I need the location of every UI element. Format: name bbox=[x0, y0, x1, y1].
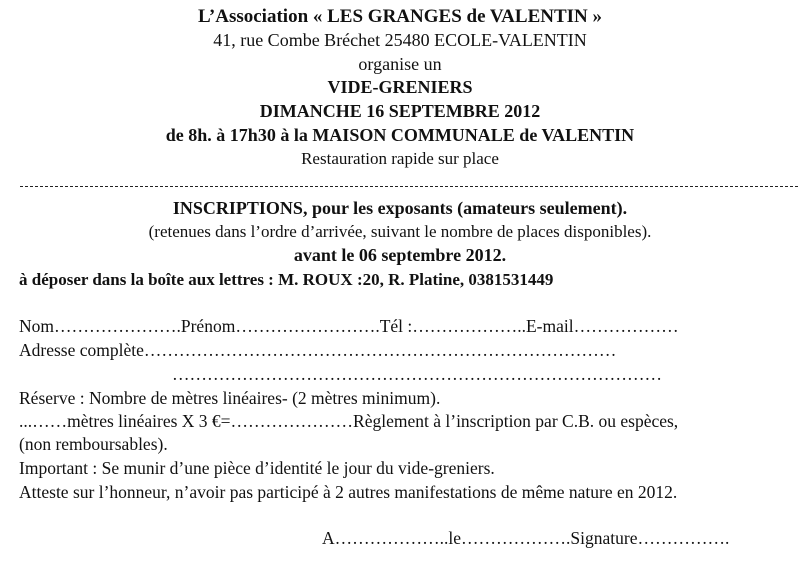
inscriptions-title: INSCRIPTIONS, pour les exposants (amateurs seulement). bbox=[172, 198, 628, 218]
food-note: Restauration rapide sur place bbox=[301, 149, 499, 168]
dashed-divider bbox=[20, 186, 798, 187]
form-important: Important : Se munir d’une pièce d’identité le jour du vide-greniers. bbox=[19, 458, 495, 478]
inscriptions-deadline: avant le 06 septembre 2012. bbox=[293, 245, 507, 265]
form-attest: Atteste sur l’honneur, n’avoir pas participé à 2 autres manifestations de même nature en 2012. bbox=[19, 482, 678, 502]
form-non-refund: (non remboursables). bbox=[19, 434, 168, 454]
event-date: DIMANCHE 16 SEPTEMBRE 2012 bbox=[259, 101, 541, 121]
form-name-line: Nom………………….Prénom…………………….Tél :………………..E-mail……………… bbox=[19, 316, 679, 336]
form-address-line: Adresse complète……………………………………………………………………… bbox=[19, 340, 617, 360]
organise-text: organise un bbox=[358, 54, 442, 74]
association-name: L’Association « LES GRANGES de VALENTIN » bbox=[197, 6, 603, 27]
inscriptions-retained: (retenues dans l’ordre d’arrivée, suivant le nombre de places disponibles). bbox=[148, 222, 652, 241]
form-reserve-line: Réserve : Nombre de mètres linéaires- (2 mètres minimum). bbox=[19, 388, 441, 408]
event-time-place: de 8h. à 17h30 à la MAISON COMMUNALE de VALENTIN bbox=[165, 125, 635, 145]
form-address-line-2: ………………………………………………………………………… bbox=[172, 364, 662, 384]
association-address: 41, rue Combe Bréchet 25480 ECOLE-VALENTIN bbox=[213, 30, 587, 50]
form-signature-line: A………………..le……………….Signature……………. bbox=[322, 528, 730, 548]
event-title: VIDE-GRENIERS bbox=[327, 77, 473, 97]
form-meters-line: ...……mètres linéaires X 3 €=…………………Règlement à l’inscription par C.B. ou espèces, bbox=[19, 411, 679, 431]
inscriptions-deposit: à déposer dans la boîte aux lettres : M. ROUX :20, R. Platine, 0381531449 bbox=[19, 270, 554, 289]
